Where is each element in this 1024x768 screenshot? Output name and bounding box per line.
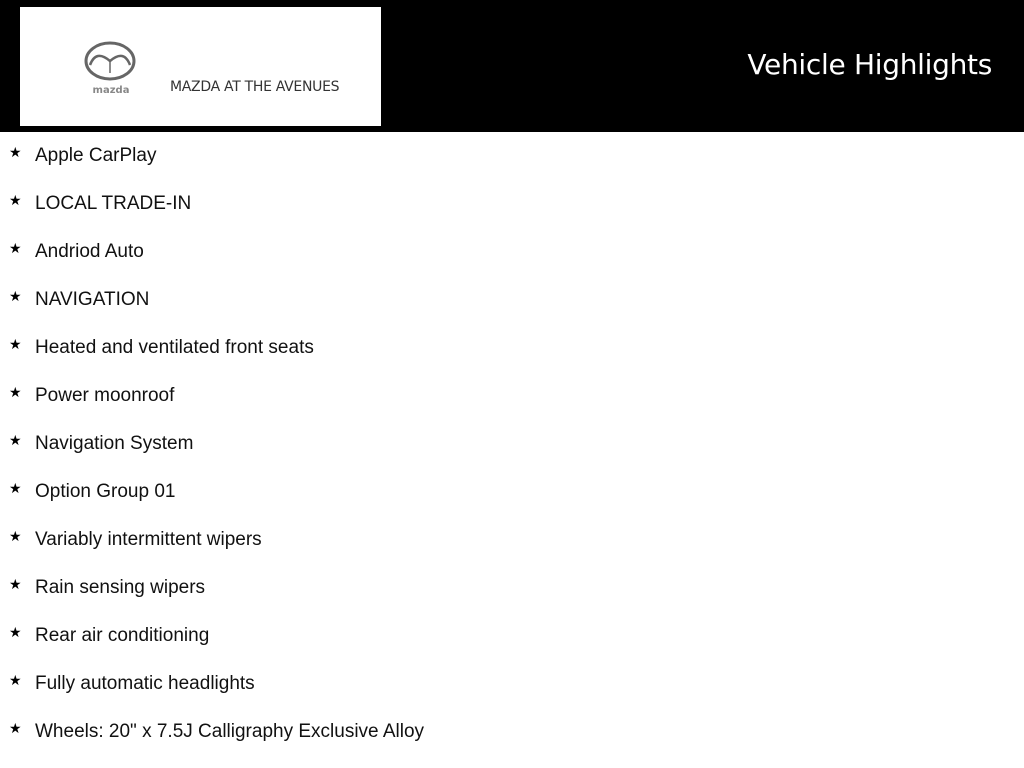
list-item [0, 372, 1024, 420]
star-icon: ★ [9, 672, 22, 688]
mazda-wordmark: mazda [92, 85, 130, 96]
star-icon: ★ [9, 480, 22, 496]
mazda-emblem-icon [82, 41, 138, 81]
list-item [0, 516, 1024, 564]
star-icon: ★ [9, 336, 22, 352]
star-icon: ★ [9, 144, 22, 160]
list-item [0, 324, 1024, 372]
star-icon: ★ [9, 384, 22, 400]
star-icon: ★ [9, 288, 22, 304]
star-icon: ★ [9, 432, 22, 448]
header-bar [0, 0, 1024, 132]
highlight-label: LOCAL TRADE-IN [35, 193, 192, 214]
star-icon: ★ [9, 720, 22, 736]
highlight-label: Andriod Auto [35, 241, 144, 262]
highlight-label: Power moonroof [35, 385, 175, 406]
highlight-label: Rear air conditioning [35, 625, 210, 646]
highlight-label: Apple CarPlay [35, 145, 157, 166]
list-item [0, 228, 1024, 276]
star-icon: ★ [9, 624, 22, 640]
list-item [0, 180, 1024, 228]
highlight-label: Variably intermittent wipers [35, 529, 262, 550]
star-icon: ★ [9, 528, 22, 544]
list-item [0, 468, 1024, 516]
highlight-label: Fully automatic headlights [35, 673, 255, 694]
highlight-label: NAVIGATION [35, 289, 150, 310]
star-icon: ★ [9, 192, 22, 208]
list-item [0, 132, 1024, 180]
dealer-name: MAZDA AT THE AVENUES [170, 79, 340, 95]
list-item [0, 420, 1024, 468]
highlight-label: Option Group 01 [35, 481, 176, 502]
highlight-label: Rain sensing wipers [35, 577, 206, 598]
list-item [0, 612, 1024, 660]
list-item [0, 276, 1024, 324]
list-item [0, 708, 1024, 756]
page-title: Vehicle Highlights [747, 48, 992, 81]
dealer-logo [20, 7, 381, 126]
highlight-label: Wheels: 20" x 7.5J Calligraphy Exclusive Alloy [35, 721, 425, 742]
star-icon: ★ [9, 576, 22, 592]
list-item [0, 564, 1024, 612]
star-icon: ★ [9, 240, 22, 256]
highlight-label: Heated and ventilated front seats [35, 337, 314, 358]
list-item [0, 660, 1024, 708]
highlight-label: Navigation System [35, 433, 194, 454]
